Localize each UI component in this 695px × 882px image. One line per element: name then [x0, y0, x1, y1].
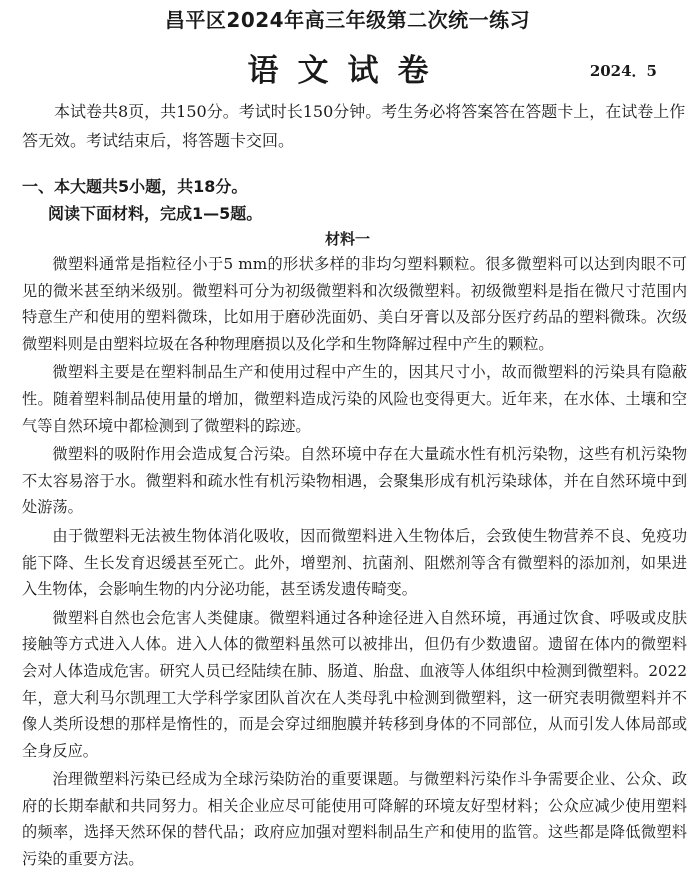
exam-title: 昌平区2024年高三年级第二次统一练习: [164, 8, 531, 32]
exam-instructions: 本试卷共8页，共150分。考试时长150分钟。考生务必将答案答在答题卡上，在试卷上作答无效。考试结束后，将答题卡交回。: [22, 102, 686, 150]
subject-row: [8, 50, 687, 92]
exam-date: 2024．5: [589, 62, 657, 80]
material-title: 材料一: [324, 230, 370, 248]
section-heading: 一、本大题共5小题，共18分。: [22, 177, 248, 196]
subject-title: 语文试卷: [247, 53, 448, 89]
reading-instruction: 阅读下面材料，完成1—5题。: [48, 204, 263, 223]
material-paragraph: 微塑料通常是指粒径小于5 mm的形状多样的非均匀塑料颗粒。很多微塑料可以达到肉眼不可见的微米甚至纳米级别。微塑料可分为初级微塑料和次级微塑料。初级微塑料是指在微尺寸范围内特意生产和使用的塑料微珠，比如用于磨砂洗面奶、美白牙膏以及部分医疗药品的塑料微珠。次级微塑料则是由塑料垃圾在各种物理磨损以及化学和生物降解过程中产生的颗粒。: [22, 255, 687, 353]
material-paragraph: 微塑料主要是在塑料制品生产和使用过程中产生的，因其尺寸小，故而微塑料的污染具有隐蔽性。随着塑料制品使用量的增加，微塑料造成污染的风险也变得更大。近年来，在水体、土壤和空气等自然环境中都检测到了微塑料的踪迹。: [22, 363, 687, 435]
material-paragraph: 微塑料的吸附作用会造成复合污染。自然环境中存在大量疏水性有机污染物，这些有机污染物不太容易溶于水。微塑料和疏水性有机污染物相遇，会聚集形成有机污染球体，并在自然环境中到处游荡。: [22, 445, 687, 517]
material-paragraph: 治理微塑料污染已经成为全球污染防治的重要课题。与微塑料污染作斗争需要企业、公众、政府的长期奉献和共同努力。相关企业应尽可能使用可降解的环境友好型材料；公众应减少使用塑料的频率，选择天然环保的替代品；政府应加强对塑料制品生产和使用的监管。这些都是降低微塑料污染的重要方法。: [22, 770, 687, 869]
material-paragraph: 微塑料自然也会危害人类健康。微塑料通过各种途径进入自然环境，再通过饮食、呼吸或皮肤接触等方式进入人体。进入人体的微塑料虽然可以被排出，但仍有少数遗留。遗留在体内的微塑料会对人体造成危害。研究人员已经陆续在肺、肠道、胎盘、血液等人体组织中检测到微塑料。2022年，意大利马尔凯理工大学科学家团队首次在人类母乳中检测到微塑料，这一研究表明微塑料并不像人类所设想的那样是惰性的，而是会穿过细胞膜并转移到身体的不同部位，从而引发人体局部或全身反应。: [22, 608, 687, 760]
material-paragraph: 由于微塑料无法被生物体消化吸收，因而微塑料进入生物体后，会致使生物营养不良、免疫功能下降、生长发育迟缓甚至死亡。此外，增塑剂、抗菌剂、阻燃剂等含有微塑料的添加剂，如果进入生物体，会影响生物的内分泌功能，甚至诱发遗传畸变。: [22, 526, 687, 599]
